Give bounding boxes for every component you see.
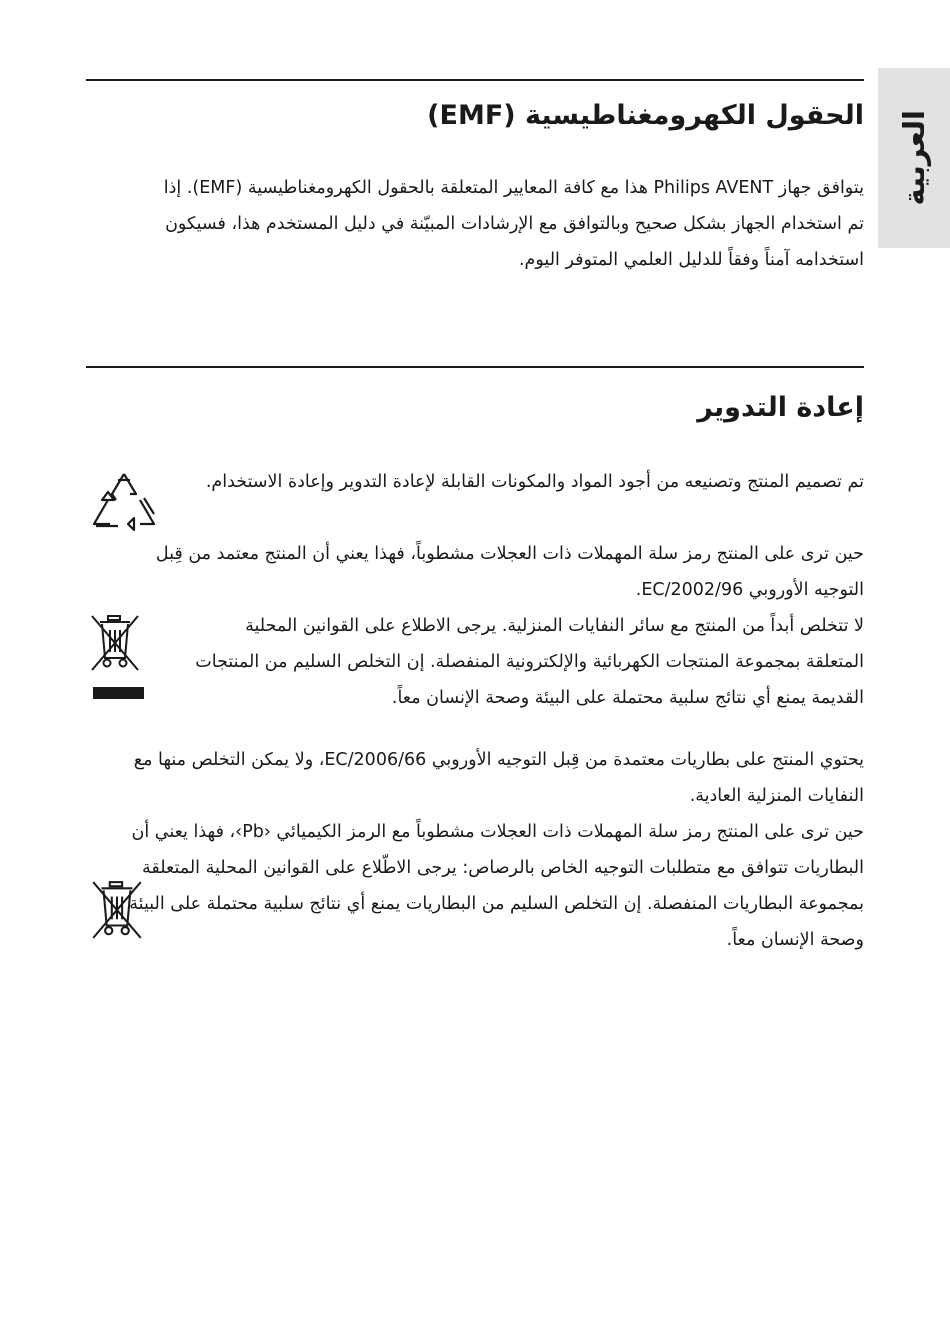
separate-collection-bar: [93, 687, 144, 699]
crossed-out-bin-icon: [88, 612, 144, 674]
recycling-paragraph-materials: تم تصميم المنتج وتصنيعه من أجود المواد والمكونات القابلة لإعادة التدوير وإعادة الاستخدام.: [205, 472, 864, 492]
section-divider-recycling: [86, 366, 864, 368]
recycling-heading: إعادة التدوير: [697, 392, 864, 423]
recycling-paragraph-bin-symbol: حين ترى على المنتج رمز سلة المهملات ذات العجلات مشطوباً، فهذا يعني أن المنتج معتمد من قِبل التوجيه الأوروبي EC/2002/96.: [155, 544, 864, 600]
recycling-paragraph-battery-disposal: حين ترى على المنتج رمز سلة المهملات ذات العجلات مشطوباً مع الرمز الكيميائي ‹Pb›، فهذا يعني أن البطاريات تتوافق مع متطلبات التوجيه الخاص بالرصاص: يرجى الاطّلاع على القوانين المحلية المتعلقة بمجموعة البطاريات المنفصلة. إن التخلص السليم من البطاريات يمنع أي نتائج سلبية محتملة على البيئة وصحة الإنسان معاً.: [129, 822, 864, 950]
language-tab: [878, 68, 950, 248]
recycling-paragraph-disposal: لا تتخلص أبداً من المنتج مع سائر النفايات المنزلية. يرجى الاطلاع على القوانين المحلية المتعلقة بمجموعة المنتجات الكهربائية والإلكترونية المنفصلة. إن التخلص السليم من المنتجات القديمة يمنع أي نتائج سلبية محتملة على البيئة وصحة الإنسان معاً.: [195, 616, 864, 708]
recycle-icon: [88, 470, 160, 538]
crossed-out-battery-bin-icon: [88, 878, 148, 942]
emf-heading: الحقول الكهرومغناطيسية (EMF): [427, 100, 864, 131]
recycling-paragraph-batteries: يحتوي المنتج على بطاريات معتمدة من قِبل التوجيه الأوروبي EC/2006/66، ولا يمكن التخلص منها مع النفايات المنزلية العادية.: [133, 750, 864, 806]
language-tab-label: العربية: [897, 110, 931, 206]
emf-paragraph: يتوافق جهاز Philips AVENT هذا مع كافة المعايير المتعلقة بالحقول الكهرومغناطيسية (EMF). إذا تم استخدام الجهاز بشكل صحيح وبالتوافق مع الإرشادات المبيّنة في دليل المستخدم هذا، فسيكون استخدامه آمناً وفقاً للدليل العلمي المتوفر اليوم.: [163, 178, 864, 270]
section-divider-top: [86, 79, 864, 81]
